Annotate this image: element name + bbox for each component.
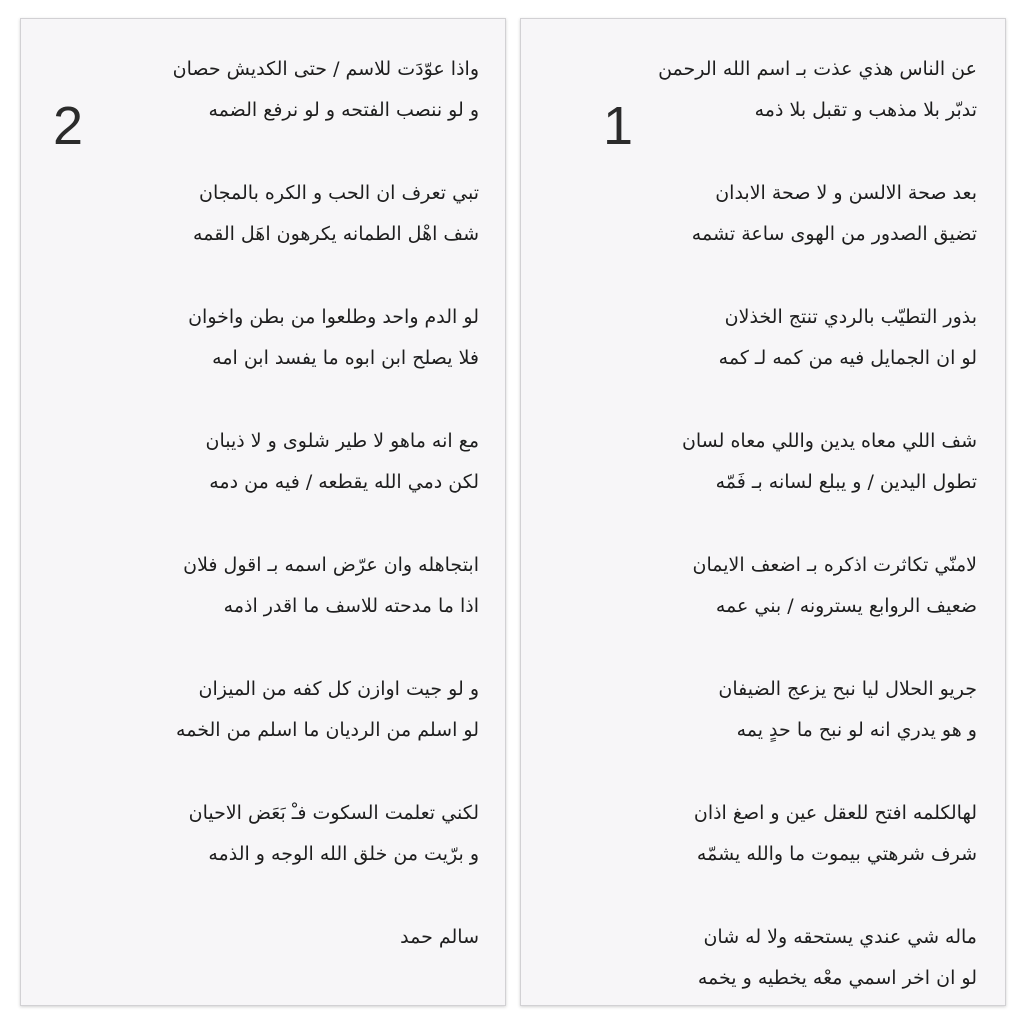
verse-line: تطول اليدين / و يبلع لسانه بـ فَمّه xyxy=(715,471,977,493)
verse-line: لو ان الجمايل فيه من كمه لـ كمه xyxy=(718,347,977,369)
verse-line: مع انه ماهو لا طير شلوى و لا ذيبان xyxy=(205,430,479,452)
verse-line: لو الدم واحد وطلعوا من بطن واخوان xyxy=(188,306,479,328)
stanza xyxy=(173,173,479,297)
verse-line: جريو الحلال ليا نبح يزعج الضيفان xyxy=(718,678,977,700)
verse-line: شف اللي معاه يدين واللي معاه لسان xyxy=(681,430,977,452)
verse-line: لكني تعلمت السكوت فـْ بَعَض الاحيان xyxy=(188,802,479,824)
stanza xyxy=(658,173,977,297)
verse-line: تبي تعرف ان الحب و الكره بالمجان xyxy=(199,182,479,204)
verse-line: لو اسلم من الرديان ما اسلم من الخمه xyxy=(176,719,479,741)
verse-line: لامنّي تكاثرت اذكره بـ اضعف الايمان xyxy=(692,554,977,576)
verse-line: بذور التطيّب بالردي تنتج الخذلان xyxy=(724,306,977,328)
poem-page-2 xyxy=(20,18,506,1006)
stanza xyxy=(658,421,977,545)
stanza xyxy=(658,49,977,173)
stanza xyxy=(173,545,479,669)
stanza xyxy=(658,545,977,669)
verse-line: لكن دمي الله يقطعه / فيه من دمه xyxy=(209,471,479,493)
stanza xyxy=(173,49,479,173)
verse-line: و لو جيت اوازن كل كفه من الميزان xyxy=(198,678,479,700)
verse-line: لهالكلمه افتح للعقل عين و اصغ اذان xyxy=(693,802,977,824)
stanza xyxy=(173,421,479,545)
page-number: 1 xyxy=(603,96,634,156)
verse-line: تضيق الصدور من الهوى ساعة تشمه xyxy=(691,223,977,245)
poet-signature: سالم حمد xyxy=(400,926,479,948)
poem-page-1 xyxy=(520,18,1006,1006)
stanza xyxy=(658,917,977,1024)
stanza xyxy=(173,669,479,793)
stanza xyxy=(658,793,977,917)
verse-line: شف اهْل الطمانه يكرهون اهَل القمه xyxy=(193,223,479,245)
stanza xyxy=(173,297,479,421)
stanza xyxy=(658,297,977,421)
page-number: 2 xyxy=(53,96,84,156)
verse-line: عن الناس هذي عذت بـ اسم الله الرحمن xyxy=(658,58,977,80)
verse-line: شرف شرهتي بيموت ما والله يشمّه xyxy=(696,843,977,865)
verse-line: واذا عوّدَت للاسم / حتى الكديش حصان xyxy=(172,58,479,80)
poem-text xyxy=(658,49,977,1024)
verse-line: بعد صحة الالسن و لا صحة الابدان xyxy=(715,182,977,204)
verse-line: و برّيت من خلق الله الوجه و الذمه xyxy=(208,843,479,865)
verse-line: ضعيف الروابع يسترونه / بني عمه xyxy=(715,595,977,617)
verse-line: اذا ما مدحته للاسف ما اقدر اذمه xyxy=(223,595,479,617)
poem-text xyxy=(173,49,479,958)
verse-line: و هو يدري انه لو نبح ما حدٍ يمه xyxy=(736,719,977,741)
stanza xyxy=(173,793,479,917)
stanza xyxy=(658,669,977,793)
verse-line: تدبّر بلا مذهب و تقبل بلا ذمه xyxy=(754,99,977,121)
verse-line: ماله شي عندي يستحقه ولا له شان xyxy=(703,926,977,948)
verse-line: لو ان اخر اسمي معْه يخطيه و يخمه xyxy=(697,967,977,989)
verse-line: ابتجاهله وان عرّض اسمه بـ اقول فلان xyxy=(183,554,479,576)
verse-line: و لو ننصب الفتحه و لو نرفع الضمه xyxy=(208,99,479,121)
verse-line: فلا يصلح ابن ابوه ما يفسد ابن امه xyxy=(212,347,479,369)
